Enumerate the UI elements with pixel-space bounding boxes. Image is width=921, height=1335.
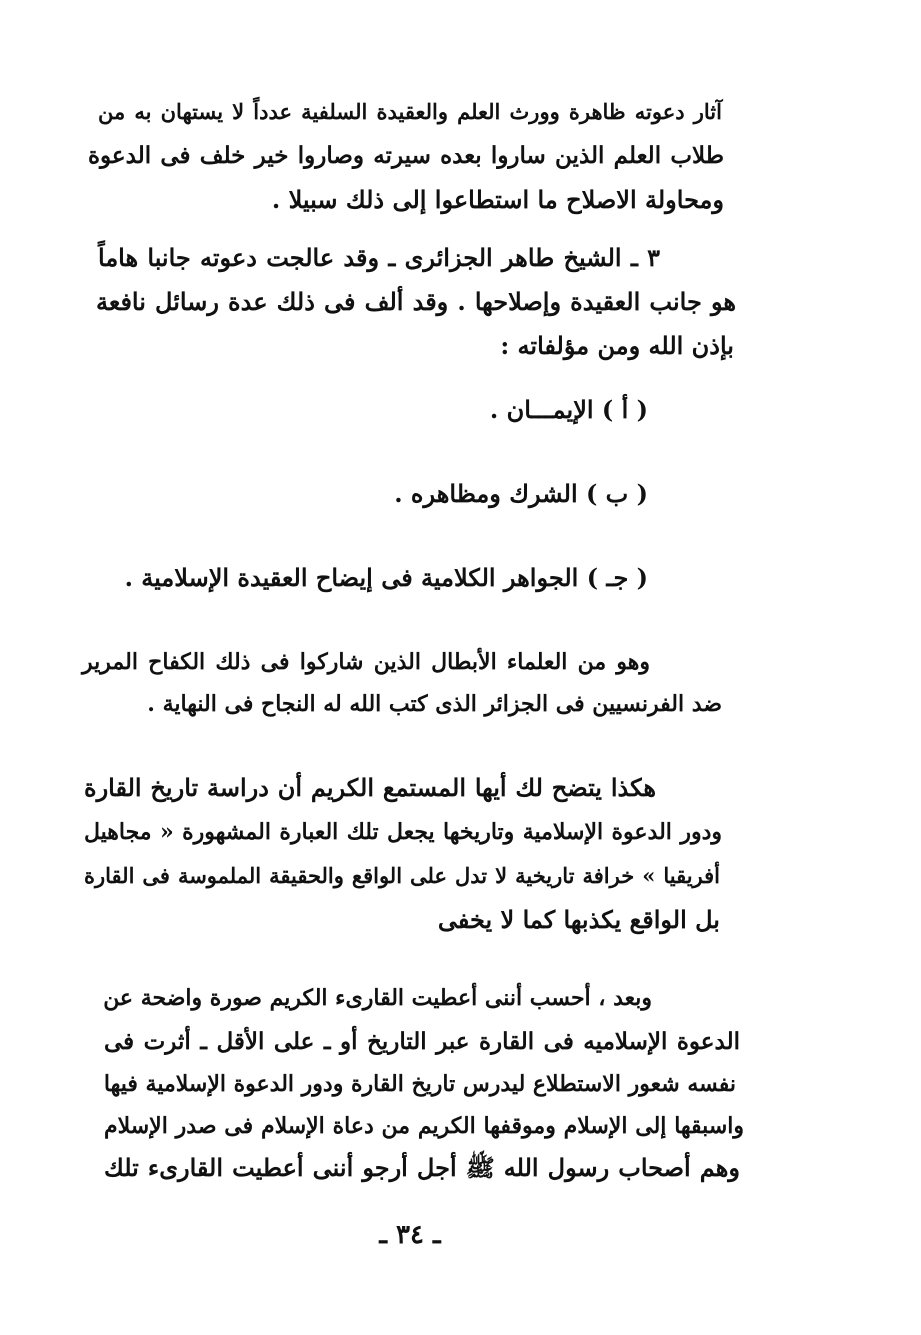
text-line: بإذن الله ومن مؤلفاته :	[500, 331, 734, 360]
list-item: ( أ ) الإيمـــان .	[489, 395, 648, 424]
text-line: واسبقها إلى الإسلام وموقفها الكريم من دعاة الإسلام فى صدر الإسلام	[104, 1113, 744, 1139]
text-line: ومحاولة الاصلاح ما استطاعوا إلى ذلك سبيلا .	[271, 185, 724, 214]
text-line: طلاب العلم الذين ساروا بعده سيرته وصاروا خير خلف فى الدعوة	[88, 142, 724, 169]
text-line: ضد الفرنسيين فى الجزائر الذى كتب الله له النجاح فى النهاية .	[147, 691, 722, 717]
page-number: ـ ٣٤ ـ	[379, 1220, 441, 1250]
text-line: هو جانب العقيدة وإصلاحها . وقد ألف فى ذلك عدة رسائل نافعة	[96, 287, 736, 316]
text-line: وهو من العلماء الأبطال الذين شاركوا فى ذلك الكفاح المرير	[82, 649, 650, 675]
text-line: وهم أصحاب رسول الله ﷺ أجل أرجو أننى أعطيت القارىء تلك	[104, 1153, 740, 1182]
text-line: الدعوة الإسلاميه فى القارة عبر التاريخ أو ـ على الأقل ـ أثرت فى	[104, 1028, 740, 1055]
text-line: هكذا يتضح لك أيها المستمع الكريم أن دراسة تاريخ القارة	[84, 773, 656, 802]
text-line: أفريقيا » خرافة تاريخية لا تدل على الواقع والحقيقة الملموسة فى القارة	[84, 863, 720, 888]
text-line: ودور الدعوة الإسلامية وتاريخها يجعل تلك العبارة المشهورة « مجاهيل	[84, 819, 722, 845]
text-line: ٣ ـ الشيخ طاهر الجزائرى ـ وقد عالجت دعوته جانبا هاماً	[98, 243, 660, 272]
text-line: بل الواقع يكذبها كما لا يخفى	[437, 905, 720, 934]
list-item: ( جـ ) الجواهر الكلامية فى إيضاح العقيدة الإسلامية .	[124, 563, 648, 592]
text-line: نفسه شعور الاستطلاع ليدرس تاريخ القارة ودور الدعوة الإسلامية فيها	[103, 1071, 736, 1097]
text-line: آثار دعوته ظاهرة وورث العلم والعقيدة السلفية عدداً لا يستهان به من	[98, 99, 722, 124]
list-item: ( ب ) الشرك ومظاهره .	[394, 479, 648, 508]
text-line: وبعد ، أحسب أننى أعطيت القارىء الكريم صورة واضحة عن	[103, 985, 652, 1011]
